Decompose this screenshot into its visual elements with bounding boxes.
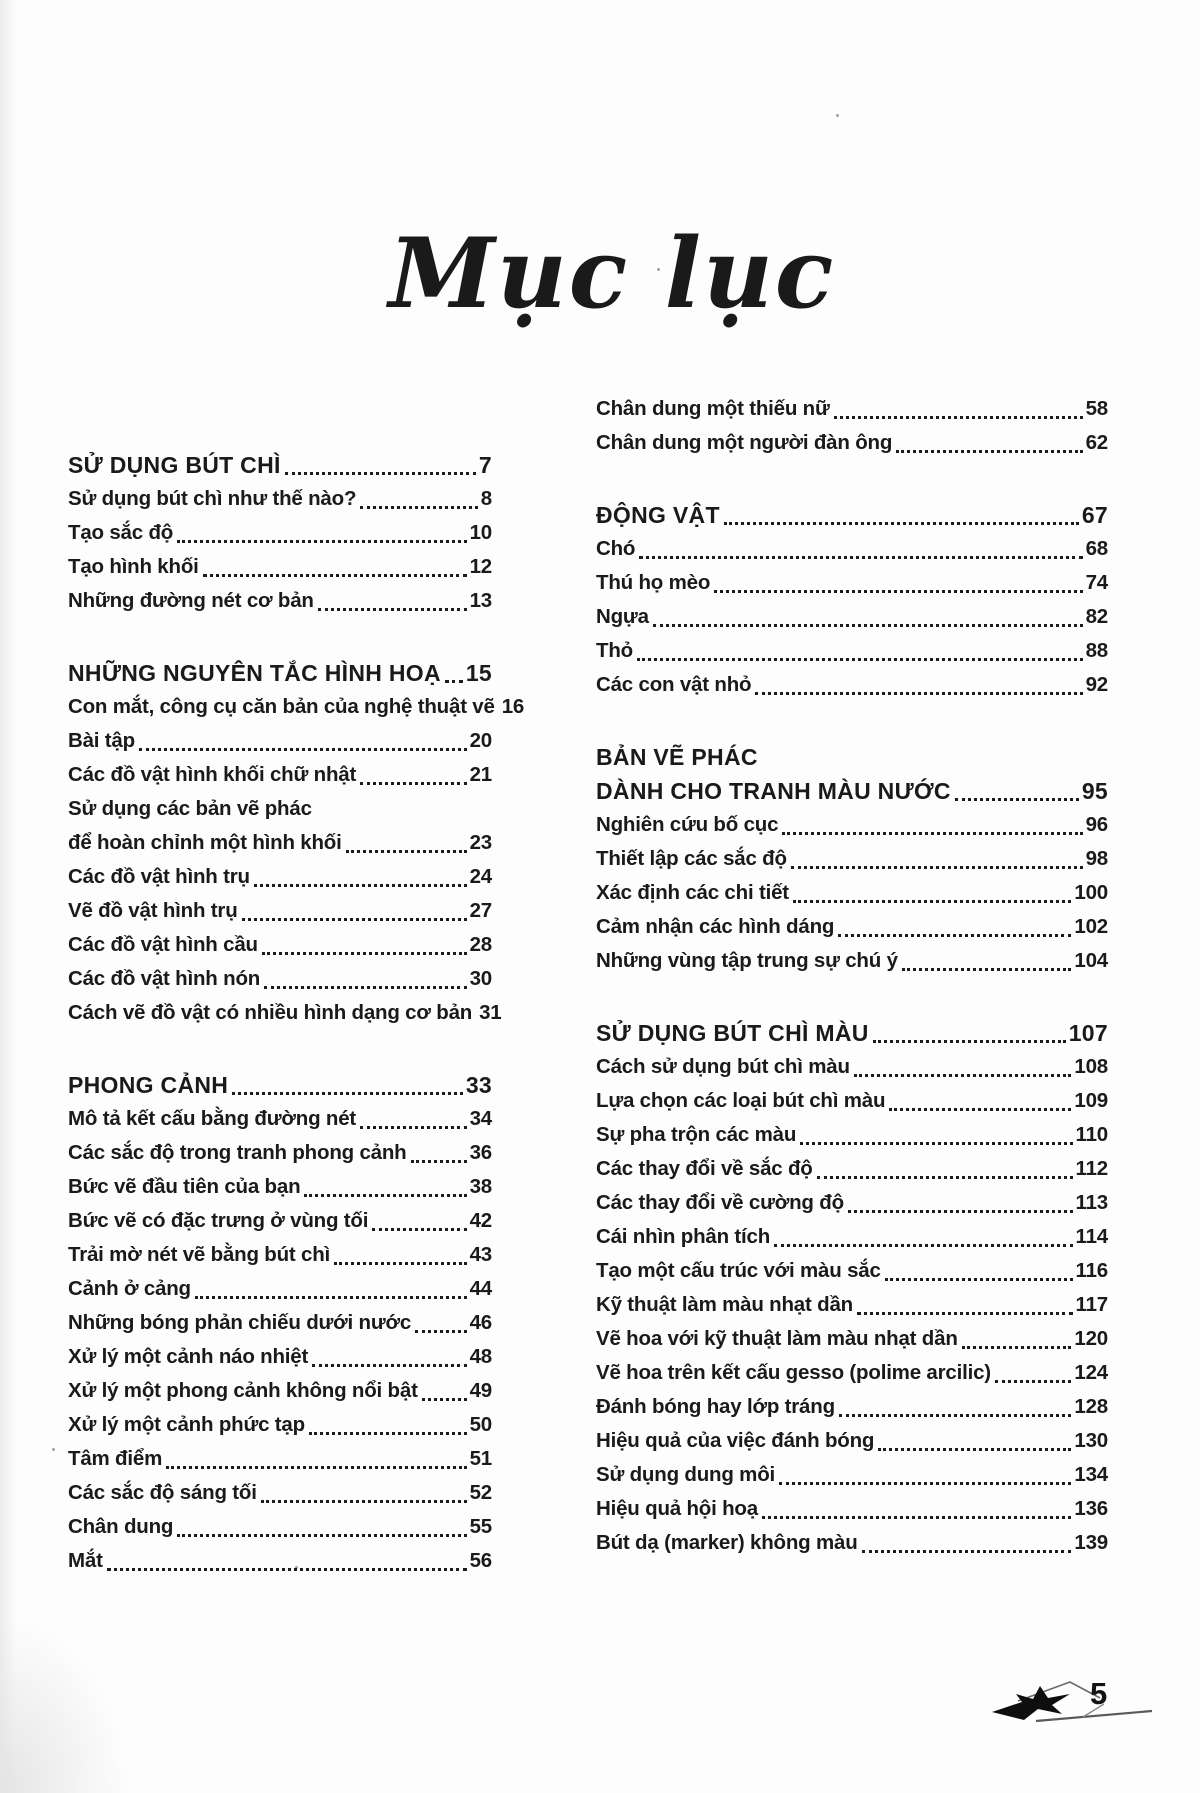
toc-entry-text: Cái nhìn phân tích — [596, 1225, 771, 1248]
toc-item — [596, 1220, 1108, 1254]
toc-item — [68, 584, 492, 618]
toc-entry-text: Hiệu quả của việc đánh bóng — [596, 1429, 875, 1452]
toc-item — [596, 426, 1108, 460]
dot-leader — [177, 1534, 466, 1537]
toc-page-number: 31 — [479, 1001, 502, 1024]
toc-page-number: 104 — [1074, 949, 1108, 972]
dot-leader — [902, 968, 1072, 971]
toc-page-number: 34 — [469, 1107, 492, 1130]
toc-item — [596, 1152, 1108, 1186]
dot-leader — [873, 1040, 1066, 1043]
dot-leader — [411, 1160, 467, 1163]
toc-item — [596, 876, 1108, 910]
toc-entry-text: Sự pha trộn các màu — [596, 1123, 797, 1146]
dot-leader — [755, 692, 1082, 695]
toc-item — [596, 1084, 1108, 1118]
toc-page-number: 43 — [469, 1243, 492, 1266]
dot-leader — [878, 1448, 1071, 1451]
toc-item — [596, 566, 1108, 600]
toc-page-number: 117 — [1075, 1293, 1108, 1316]
toc-page-number: 107 — [1068, 1020, 1108, 1046]
toc-page-number: 10 — [469, 521, 492, 544]
toc-entry-text: Các đồ vật hình khối chữ nhật — [68, 763, 357, 786]
dot-leader — [962, 1346, 1072, 1349]
toc-entry-text: Bức vẽ đầu tiên của bạn — [68, 1175, 301, 1198]
toc-entry-text: Vẽ đồ vật hình trụ — [68, 899, 238, 922]
toc-entry-text: Trải mờ nét vẽ bằng bút chì — [68, 1243, 331, 1266]
toc-item — [68, 516, 492, 550]
toc-page-number: 36 — [469, 1141, 492, 1164]
toc-item — [596, 944, 1108, 978]
toc-item — [68, 1544, 492, 1578]
scan-edge-shadow — [0, 0, 16, 1793]
toc-item — [596, 1254, 1108, 1288]
dot-leader — [415, 1330, 467, 1333]
toc-entry-text: Tạo sắc độ — [68, 521, 174, 544]
toc-item — [68, 1238, 492, 1272]
toc-entry-text: Cách sử dụng bút chì màu — [596, 1055, 850, 1078]
toc-entry-text: Thiết lập các sắc độ — [596, 847, 787, 870]
toc-page-number: 7 — [478, 452, 492, 478]
toc-page-number: 102 — [1074, 915, 1108, 938]
toc-entry-text: Chó — [596, 537, 636, 560]
toc-page-number: 95 — [1081, 778, 1108, 804]
toc-page-number: 110 — [1075, 1123, 1108, 1146]
dot-leader — [885, 1278, 1073, 1281]
dot-leader — [793, 900, 1071, 903]
toc-page-number: 68 — [1085, 537, 1108, 560]
toc-item — [68, 1136, 492, 1170]
toc-item — [596, 668, 1108, 702]
toc-item — [596, 532, 1108, 566]
dot-leader — [774, 1244, 1072, 1247]
toc-entry-text: Xử lý một cảnh náo nhiệt — [68, 1345, 309, 1368]
dot-leader — [762, 1516, 1071, 1519]
toc-item — [596, 1186, 1108, 1220]
toc-entry-text: BẢN VẼ PHÁC — [596, 744, 758, 770]
page-number: 5 — [1090, 1676, 1108, 1711]
toc-entry-text: Xác định các chi tiết — [596, 881, 789, 904]
toc-page-number: 128 — [1074, 1395, 1108, 1418]
toc-entry-text: Những đường nét cơ bản — [68, 589, 314, 612]
dot-leader — [848, 1210, 1073, 1213]
toc-item — [596, 634, 1108, 668]
toc-entry-text: Mô tả kết cấu bằng đường nét — [68, 1107, 357, 1130]
toc-item — [68, 1442, 492, 1476]
toc-item — [68, 1306, 492, 1340]
toc-item — [596, 1288, 1108, 1322]
toc-page-number: 52 — [469, 1481, 492, 1504]
dot-leader — [779, 1482, 1071, 1485]
toc-page-number: 88 — [1085, 639, 1108, 662]
toc-page-number: 112 — [1075, 1157, 1108, 1180]
dot-leader — [800, 1142, 1072, 1145]
toc-page-number: 16 — [501, 695, 525, 718]
dot-leader — [304, 1194, 466, 1197]
toc-entry-text: Các đồ vật hình cầu — [68, 933, 258, 956]
scan-speck — [836, 114, 839, 117]
toc-page-number: 51 — [469, 1447, 492, 1470]
toc-entry-text: Thú họ mèo — [596, 571, 711, 594]
dot-leader — [346, 850, 467, 853]
toc-entry-text: SỬ DỤNG BÚT CHÌ MÀU — [596, 1020, 869, 1046]
toc-item — [68, 1476, 492, 1510]
toc-page-number: 28 — [469, 933, 492, 956]
toc-item — [68, 482, 492, 516]
toc-entry-text: để hoàn chỉnh một hình khối — [68, 831, 342, 854]
toc-entry-text: Bút dạ (marker) không màu — [596, 1531, 858, 1554]
toc-item — [596, 1424, 1108, 1458]
dot-leader — [254, 884, 467, 887]
toc-item — [68, 996, 502, 1030]
toc-item — [596, 1526, 1108, 1560]
dot-leader — [995, 1380, 1071, 1383]
toc-entry-text: SỬ DỤNG BÚT CHÌ — [68, 452, 281, 478]
toc-page-number: 82 — [1085, 605, 1108, 628]
toc-page-number: 24 — [469, 865, 492, 888]
dot-leader — [862, 1550, 1072, 1553]
toc-item — [68, 1170, 492, 1204]
toc-item — [596, 910, 1108, 944]
toc-entry-text: Sử dụng bút chì như thế nào? — [68, 487, 357, 510]
toc-item — [596, 1458, 1108, 1492]
toc-entry-text: Hiệu quả hội hoạ — [596, 1497, 758, 1520]
toc-item — [596, 808, 1108, 842]
dot-leader — [714, 590, 1082, 593]
toc-page-number: 21 — [469, 763, 492, 786]
toc-entry-text: Sử dụng dung môi — [596, 1463, 776, 1486]
dot-leader — [139, 748, 467, 751]
toc-item — [68, 550, 492, 584]
toc-page-number: 33 — [465, 1072, 492, 1098]
toc-entry-text: Chân dung một người đàn ông — [596, 431, 893, 454]
toc-entry-text: Thỏ — [596, 639, 633, 662]
dot-leader — [839, 1414, 1072, 1417]
toc-heading — [68, 656, 492, 690]
toc-entry-text: Cảm nhận các hình dáng — [596, 915, 835, 938]
toc-item — [68, 1408, 492, 1442]
toc-entry-text: Các sắc độ trong tranh phong cảnh — [68, 1141, 407, 1164]
dot-leader — [372, 1228, 466, 1231]
dot-leader — [896, 450, 1082, 453]
toc-page-number: 92 — [1085, 673, 1108, 696]
dot-leader — [724, 522, 1079, 525]
toc-entry-text: Các thay đổi về cường độ — [596, 1191, 844, 1214]
toc-page-number: 46 — [469, 1311, 492, 1334]
toc-item — [68, 928, 492, 962]
toc-page-number: 12 — [469, 555, 492, 578]
toc-item — [68, 1374, 492, 1408]
toc-page-number: 27 — [469, 899, 492, 922]
toc-entry-text: Những vùng tập trung sự chú ý — [596, 949, 898, 972]
toc-item — [68, 860, 492, 894]
toc-page-number: 8 — [480, 487, 492, 510]
toc-page-number: 44 — [469, 1277, 492, 1300]
dot-leader — [857, 1312, 1073, 1315]
toc-entry-text: Chân dung một thiếu nữ — [596, 397, 830, 420]
toc-page-number: 13 — [469, 589, 492, 612]
toc-entry-text: Vẽ hoa với kỹ thuật làm màu nhạt dần — [596, 1327, 958, 1350]
toc-item — [68, 792, 492, 860]
toc-entry-text: Các con vật nhỏ — [596, 673, 752, 696]
dot-leader — [262, 952, 467, 955]
toc-heading — [596, 498, 1108, 532]
toc-page-number: 108 — [1074, 1055, 1108, 1078]
toc-entry-text: NHỮNG NGUYÊN TẮC HÌNH HOẠ — [68, 660, 441, 686]
toc-column-left — [68, 448, 525, 1578]
toc-entry-text: Cảnh ở cảng — [68, 1277, 191, 1300]
toc-page-number: 113 — [1075, 1191, 1108, 1214]
toc-item — [596, 1322, 1108, 1356]
toc-entry-text: Sử dụng các bản vẽ phác — [68, 797, 312, 820]
dot-leader — [264, 986, 467, 989]
toc-page-number: 48 — [469, 1345, 492, 1368]
dot-leader — [312, 1364, 466, 1367]
toc-item — [68, 1204, 492, 1238]
toc-item — [68, 962, 492, 996]
toc-entry-text: Tạo một cấu trúc với màu sắc — [596, 1259, 881, 1282]
dot-leader — [285, 472, 476, 475]
toc-page-number: 120 — [1074, 1327, 1108, 1350]
toc-item — [68, 1340, 492, 1374]
toc-page-number: 74 — [1085, 571, 1108, 594]
toc-entry-text: Những bóng phản chiếu dưới nước — [68, 1311, 412, 1334]
toc-heading — [596, 1016, 1108, 1050]
toc-entry-text: Các đồ vật hình nón — [68, 967, 261, 990]
toc-entry-text: Con mắt, công cụ căn bản của nghệ thuật vẽ — [68, 695, 495, 718]
toc-item — [68, 724, 492, 758]
toc-page-number: 20 — [469, 729, 492, 752]
dot-leader — [834, 416, 1083, 419]
toc-item — [68, 1102, 492, 1136]
toc-item — [68, 1272, 492, 1306]
dot-leader — [889, 1108, 1071, 1111]
page-footer — [988, 1668, 1160, 1730]
toc-page-number: 116 — [1075, 1259, 1108, 1282]
toc-item — [68, 690, 525, 724]
dot-leader — [318, 608, 467, 611]
dot-leader — [653, 624, 1083, 627]
toc-page-number: 98 — [1085, 847, 1108, 870]
toc-item — [596, 1390, 1108, 1424]
toc-heading — [68, 448, 492, 482]
toc-page-number: 136 — [1074, 1497, 1108, 1520]
toc-entry-text: Mắt — [68, 1549, 103, 1572]
toc-item — [596, 1050, 1108, 1084]
dot-leader — [360, 506, 478, 509]
dot-leader — [791, 866, 1083, 869]
toc-entry-text: Kỹ thuật làm màu nhạt dần — [596, 1293, 853, 1316]
toc-entry-text: Các đồ vật hình trụ — [68, 865, 250, 888]
toc-entry-text: Đánh bóng hay lớp tráng — [596, 1395, 835, 1418]
toc-entry-text: Vẽ hoa trên kết cấu gesso (polime arcilic) — [596, 1361, 991, 1384]
scan-speck — [52, 1448, 55, 1451]
toc-entry-text: Lựa chọn các loại bút chì màu — [596, 1089, 886, 1112]
toc-page-number: 42 — [469, 1209, 492, 1232]
bird-ornament-icon — [988, 1668, 1160, 1730]
toc-page-number: 23 — [469, 831, 492, 854]
dot-leader — [782, 832, 1082, 835]
toc-item — [596, 392, 1108, 426]
dot-leader — [838, 934, 1071, 937]
toc-entry-text: Tâm điểm — [68, 1447, 163, 1470]
toc-page-number: 139 — [1074, 1531, 1108, 1554]
dot-leader — [639, 556, 1082, 559]
toc-entry-text: Các sắc độ sáng tối — [68, 1481, 257, 1504]
toc-entry-text: Các thay đổi về sắc độ — [596, 1157, 813, 1180]
toc-page-number: 114 — [1075, 1225, 1108, 1248]
dot-leader — [232, 1092, 463, 1095]
toc-page-number: 62 — [1085, 431, 1108, 454]
toc-entry-text: DÀNH CHO TRANH MÀU NƯỚC — [596, 778, 951, 804]
toc-page-number: 38 — [469, 1175, 492, 1198]
toc-page-number: 67 — [1081, 502, 1108, 528]
dot-leader — [242, 918, 467, 921]
toc-entry-text: Xử lý một phong cảnh không nổi bật — [68, 1379, 418, 1402]
toc-entry-text: Ngựa — [596, 605, 649, 628]
toc-item — [68, 894, 492, 928]
toc-entry-text: Tạo hình khối — [68, 555, 199, 578]
toc-item — [596, 1492, 1108, 1526]
toc-page-number: 15 — [465, 660, 492, 686]
scan-corner-smudge — [0, 1613, 130, 1793]
toc-entry-text: Bài tập — [68, 729, 135, 752]
toc-item — [596, 600, 1108, 634]
toc-column-right — [596, 392, 1108, 1560]
toc-item — [596, 1118, 1108, 1152]
dot-leader — [422, 1398, 467, 1401]
toc-page-number: 30 — [469, 967, 492, 990]
toc-entry-text: ĐỘNG VẬT — [596, 502, 720, 528]
toc-page-number: 58 — [1085, 397, 1108, 420]
toc-item — [596, 842, 1108, 876]
toc-page-number: 56 — [469, 1549, 492, 1572]
dot-leader — [955, 798, 1079, 801]
toc-entry-text: Cách vẽ đồ vật có nhiều hình dạng cơ bản — [68, 1001, 473, 1024]
toc-heading — [596, 740, 1108, 808]
dot-leader — [203, 574, 467, 577]
toc-entry-text: PHONG CẢNH — [68, 1072, 229, 1098]
dot-leader — [107, 1568, 467, 1571]
dot-leader — [360, 1126, 467, 1129]
dot-leader — [309, 1432, 467, 1435]
toc-page-number: 124 — [1074, 1361, 1108, 1384]
dot-leader — [637, 658, 1083, 661]
dot-leader — [817, 1176, 1073, 1179]
dot-leader — [360, 782, 466, 785]
toc-page-number: 109 — [1074, 1089, 1108, 1112]
toc-page-number: 134 — [1074, 1463, 1108, 1486]
toc-entry-text: Xử lý một cảnh phức tạp — [68, 1413, 305, 1436]
dot-leader — [166, 1466, 467, 1469]
dot-leader — [445, 680, 463, 683]
toc-page-number: 100 — [1074, 881, 1108, 904]
toc-item — [68, 758, 492, 792]
toc-entry-text: Bức vẽ có đặc trưng ở vùng tối — [68, 1209, 369, 1232]
page-title: Mục lục — [388, 217, 836, 330]
dot-leader — [334, 1262, 467, 1265]
toc-page-number: 96 — [1085, 813, 1108, 836]
toc-entry-text: Chân dung — [68, 1515, 174, 1538]
toc-item — [596, 1356, 1108, 1390]
toc-page-number: 50 — [469, 1413, 492, 1436]
dot-leader — [195, 1296, 467, 1299]
toc-page-number: 55 — [469, 1515, 492, 1538]
toc-item — [68, 1510, 492, 1544]
dot-leader — [854, 1074, 1072, 1077]
toc-page-number: 49 — [469, 1379, 492, 1402]
toc-entry-text: Nghiên cứu bố cục — [596, 813, 779, 836]
toc-page-number: 130 — [1074, 1429, 1108, 1452]
dot-leader — [261, 1500, 467, 1503]
dot-leader — [177, 540, 467, 543]
toc-heading — [68, 1068, 492, 1102]
